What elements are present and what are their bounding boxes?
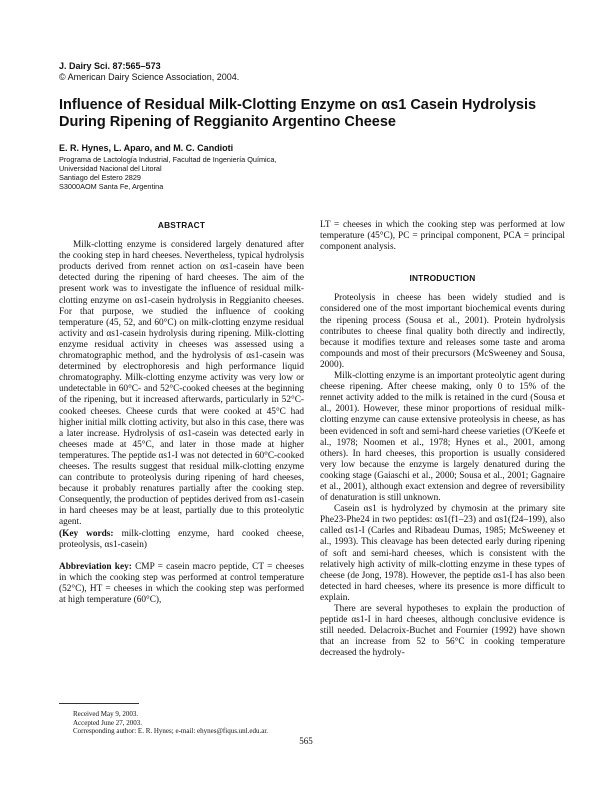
abbreviation-text-left: CMP = casein macro peptide, CT = cheeses in which the cooking step was performed at control temperature (52°C), HT = cheeses in which the cooking step was performed at high temperature (60°C),	[59, 561, 305, 605]
affiliation-line: Santiago del Estero 2829	[59, 173, 141, 182]
introduction-heading: INTRODUCTION	[409, 273, 476, 284]
left-column	[59, 220, 304, 606]
affiliation-line: S3000AOM Santa Fe, Argentina	[59, 182, 164, 191]
abstract-body: Milk-clotting enzyme is considered largely denatured after the cooking step in hard cheeses. Nevertheless, typical hydrolysis products derived from rennet action on αs1-casein have been detected during the ripening of hard cheeses. The aim of the present work was to investigate the influence of residual milk-clotting enzyme on αs1-casein hydrolysis in Reggianito cheeses. For that purpose, we studied the influence of cooking temperature (45, 52, and 60°C) on milk-clotting enzyme residual activity and αs1-casein hydrolysis during ripening. Milk-clotting enzyme residual activity in cheeses was assessed using a chromatographic method, and the hydrolysis of αs1-casein was determined by electrophoresis and high performance liquid chromatography. Milk-clotting enzyme activity was very low or undetectable in 60°C- and 52°C-cooked cheeses at the beginning of the ripening, but it increased afterwards, particularly in 52°C-cooked cheeses. Cheese curds that were cooked at 45°C had higher initial milk clotting activity, but also in this case, there was a later increase. Hydrolysis of αs1-casein was detected early in cheeses made at 45°C, and later in those made at higher temperatures. The peptide αs1-I was not detected in 60°C-cooked cheeses. The results suggest that residual milk-clotting enzyme can contribute to proteolysis during ripening of hard cheeses, because it probably renatures partially after the cooking step. Consequently, the production of peptides derived from αs1-casein in hard cheeses may be at least, partially due to this proteolytic agent.	[59, 240, 304, 528]
copyright-line: © American Dairy Science Association, 2004.	[59, 72, 240, 82]
intro-paragraph: Milk-clotting enzyme is an important proteolytic agent during cheese ripening. After cheese making, only 0 to 15% of the rennet activity added to the milk is retained in the curd (Sousa et al., 2001). However, these minor proportions of residual milk-clotting enzyme can cause extensive proteolysis in cheese, as has been evidenced in soft and semi-hard cheese varieties (O'Keefe et al., 1978; Noomen et al., 1978; Hynes et al., 2001, among others). In hard cheeses, this proportion is usually considered very low because the enzyme is largely denatured during the cooking stage (Gaiaschi et al., 2000; Sousa et al., 2001; Gagnaire et al., 2001), although exact extension and degree of reversibility of denaturation is still unknown.	[320, 371, 565, 504]
author-list: E. R. Hynes, L. Aparo, and M. C. Candioti	[59, 143, 234, 153]
footnote-divider	[59, 703, 139, 704]
keywords-label: (Key words:	[59, 528, 114, 539]
affiliation-line: Programa de Lactología Industrial, Facultad de Ingeniería Química,	[59, 155, 277, 164]
accepted-date: Accepted June 27, 2003.	[73, 718, 143, 727]
affiliation	[59, 155, 276, 191]
abstract-heading: ABSTRACT	[157, 220, 206, 230]
footnotes	[59, 710, 304, 736]
journal-header	[59, 61, 239, 83]
abbreviation-label: Abbreviation key:	[59, 561, 132, 572]
affiliation-line: Universidad Nacional del Litoral	[59, 164, 162, 173]
corresponding-author: Corresponding author: E. R. Hynes; e-mail: ehynes@fiqus.unl.edu.ar.	[73, 727, 269, 736]
journal-citation: J. Dairy Sci. 87:565–573	[59, 61, 161, 71]
abbreviation-continued: LT = cheeses in which the cooking step was performed at low temperature (45°C), PC = principal component, PCA = principal component analysis.	[320, 220, 565, 253]
abstract-text	[59, 240, 304, 551]
right-column	[320, 220, 565, 659]
abbreviation-key	[59, 562, 304, 606]
intro-paragraph: Casein αs1 is hydrolyzed by chymosin at the primary site Phe23-Phe24 in two peptides: αs1(f1–23) and αs1(f24–199), also called αs1-I (Carles and Ribadeau Dumas, 1985; McSweeney et al., 1993). This cleavage has been detected early during ripening of soft and semi-hard cheeses, which is consistent with the relatively high activity of milk-clotting enzyme in these types of cheese (de Jong, 1978). However, the peptide αs1-I has also been detected in hard cheeses, where its presence is more difficult to explain.	[320, 504, 565, 603]
article-title: Influence of Residual Milk-Clotting Enzyme on αs1 Casein Hydrolysis During Ripening of Reggianito Argentino Cheese	[59, 97, 537, 130]
page-number: 565	[299, 736, 313, 746]
intro-paragraph: Proteolysis in cheese has been widely studied and is considered one of the most important biochemical events during the ripening process (Sousa et al., 2001). Protein hydrolysis contributes to cheese final quality both directly and indirectly, because it modifies texture and releases some taste and aroma compounds and most of their precursors (McSweeney and Sousa, 2000).	[320, 293, 565, 370]
intro-paragraph: There are several hypotheses to explain the production of peptide αs1-I in hard cheeses, although conclusive evidence is still needed. Delacroix-Buchet and Fournier (1992) have shown that an increase from 52 to 56°C in cooking temperature decreased the hydroly-	[320, 604, 565, 659]
received-date: Received May 9, 2003.	[73, 710, 139, 718]
keywords-text: milk-clotting enzyme, hard cooked cheese, proteolysis, αs1-casein)	[59, 528, 304, 550]
